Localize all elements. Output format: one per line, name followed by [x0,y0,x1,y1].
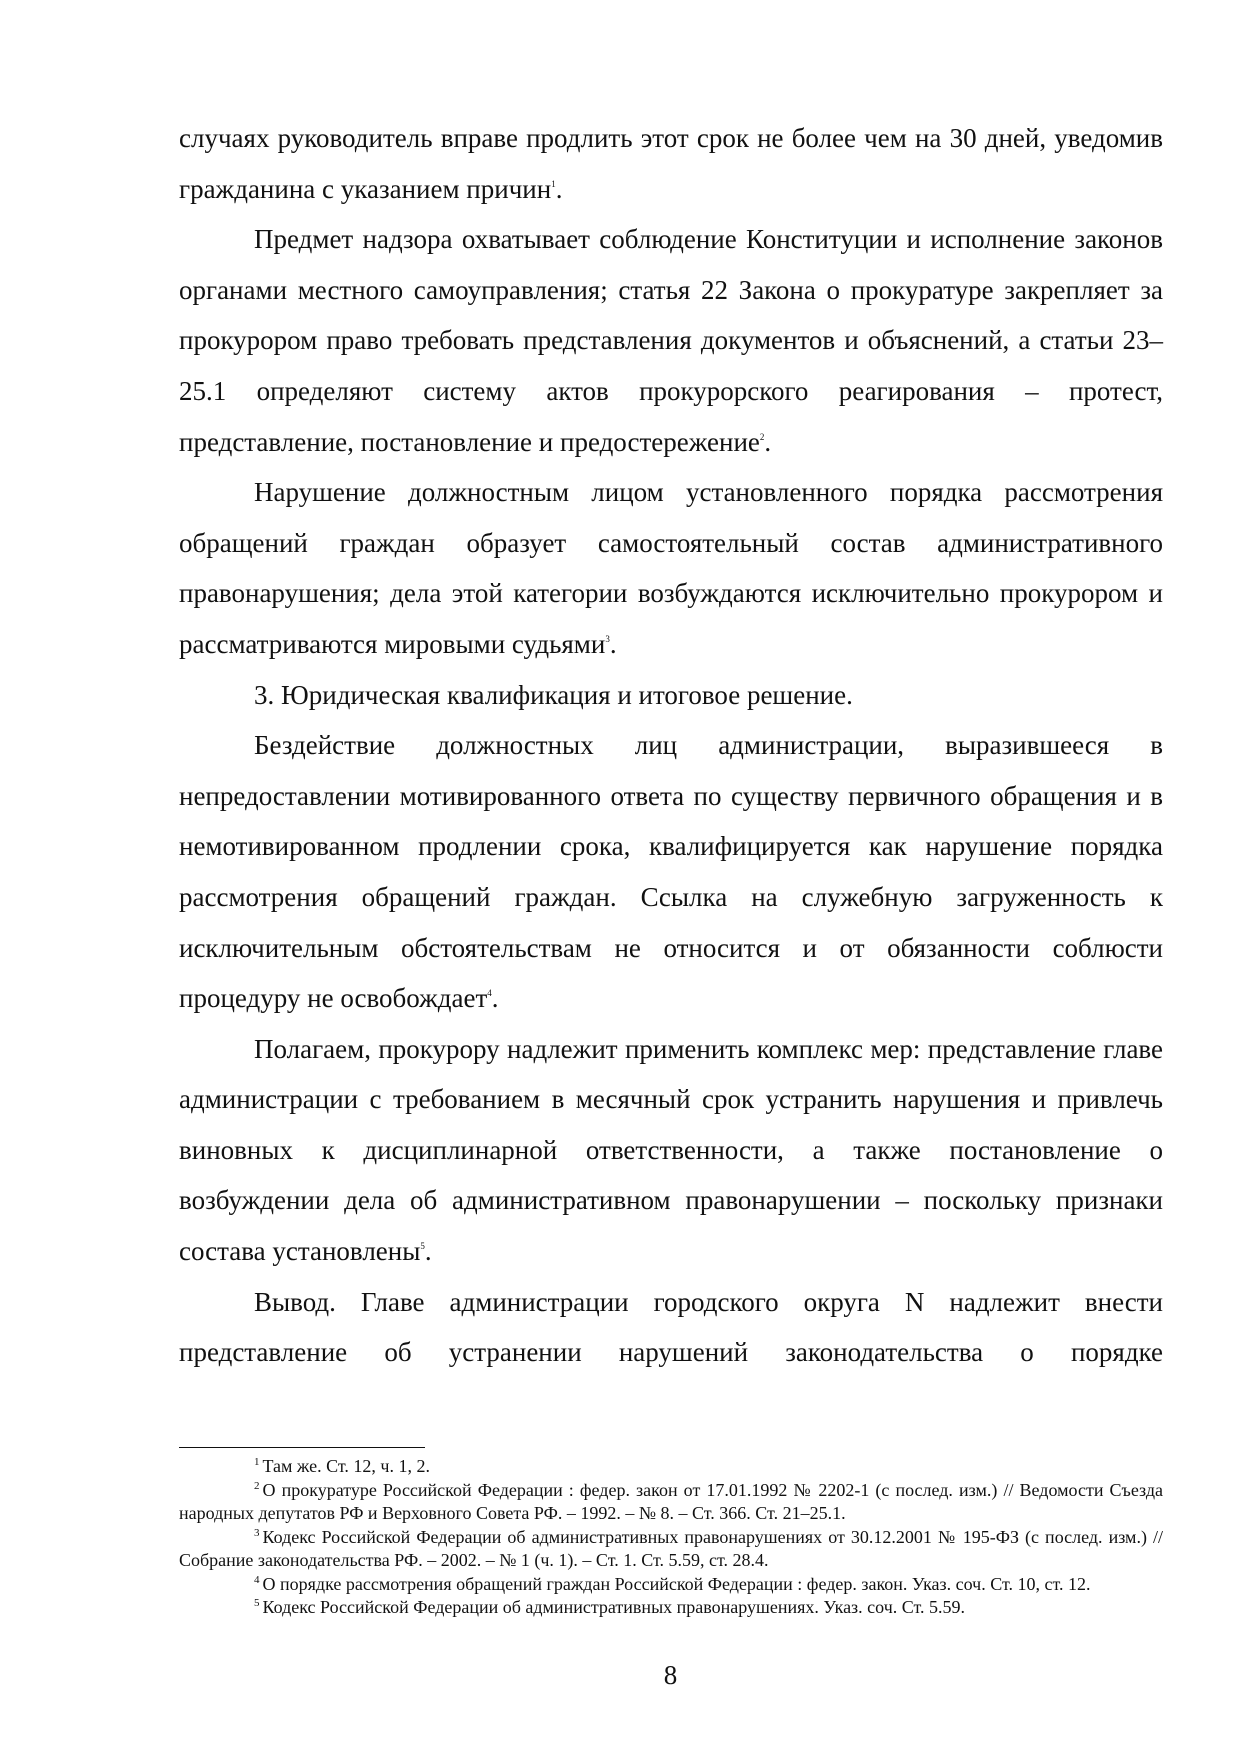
paragraph: Вывод. Главе администрации городского округа N надлежит внести представление об устранении нарушений законодательства о порядке [179,1286,1164,1368]
section-heading: 3. Юридическая квалификация и итоговое решение. [254,679,853,710]
footnote: $^1$ Там же. Ст. 12, ч. 1, 2. [254,1456,430,1476]
paragraph: Нарушение должностным лицом установленного порядка рассмотрения обращений граждан образует самостоятельный состав административного правонарушения; дела этой категории возбуждаются исключительно прокурором и рассматриваются мировыми судьями$^3$. [179,477,1163,659]
footnote-ref: 2 [759,431,765,442]
body-text [179,113,1163,1378]
paragraph: Предмет надзора охватывает соблюдение Конституции и исполнение законов органами местного самоуправления; статья 22 Закона о прокуратуре закрепляет за прокурором право требовать представления документов и объяснений, а статьи 23–25.1 определяют систему актов прокурорского реагирования – протест, представление, постановление и предостережение$^2$. [179,224,1163,457]
page-number: 8 [663,1660,678,1690]
footnotes [179,1455,1163,1620]
footnote-number: 3 [254,1526,260,1539]
footnote-number: 1 [254,1456,260,1468]
footnote-number: 4 [254,1573,260,1586]
paragraph: Полагаем, прокурору надлежит применить комплекс мер: представление главе администрации с требованием в месячный срок устранить нарушения и привлечь виновных к дисциплинарной ответственности, а также постановление о возбуждении дела об административном правонарушении – поскольку признаки состава установлены$^5$. [179,1033,1163,1267]
footnote-ref: 5 [420,1241,425,1252]
footnote-ref: 1 [551,178,556,189]
footnote-separator [179,1447,425,1448]
footnote-ref: 4 [487,988,492,999]
footnote: $^2$ О прокуратуре Российской Федерации : федер. закон от 17.01.1992 № 2202-1 (с послед. изм.) // Ведомости Съезда народных депутатов РФ и Верховного Совета РФ. – 1992. – № 8. – Ст. 366. Ст. 21–25.1. [179,1479,1163,1523]
footnote-number: 5 [254,1597,260,1609]
paragraph: случаях руководитель вправе продлить этот срок не более чем на 30 дней, уведомив гражданина с указанием причин$^1$. [179,123,1163,204]
paragraph: Бездействие должностных лиц администрации, выразившееся в непредоставлении мотивированного ответа по существу первичного обращения и в немотивированном продлении срока, квалифицируется как нарушение порядка рассмотрения обращений граждан. Ссылка на служебную загруженность к исключительным обстоятельствам не относится и от обязанности соблюсти процедуру не освобождает$^4$. [179,730,1163,1014]
footnote-number: 2 [254,1479,260,1492]
footnote: $^3$ Кодекс Российской Федерации об административных правонарушениях от 30.12.2001 № 195-ФЗ (с послед. изм.) // Собрание законодательства РФ. – 2002. – № 1 (ч. 1). – Ст. 1. Ст. 5.59, ст. 28.4. [179,1526,1163,1570]
footnote: $^5$ Кодекс Российской Федерации об административных правонарушениях. Указ. соч. Ст. 5.59. [254,1597,966,1617]
footnote-ref: 3 [605,633,610,644]
footnote: $^4$ О порядке рассмотрения обращений граждан Российской Федерации : федер. закон. Указ. соч. Ст. 10, ст. 12. [254,1573,1091,1594]
